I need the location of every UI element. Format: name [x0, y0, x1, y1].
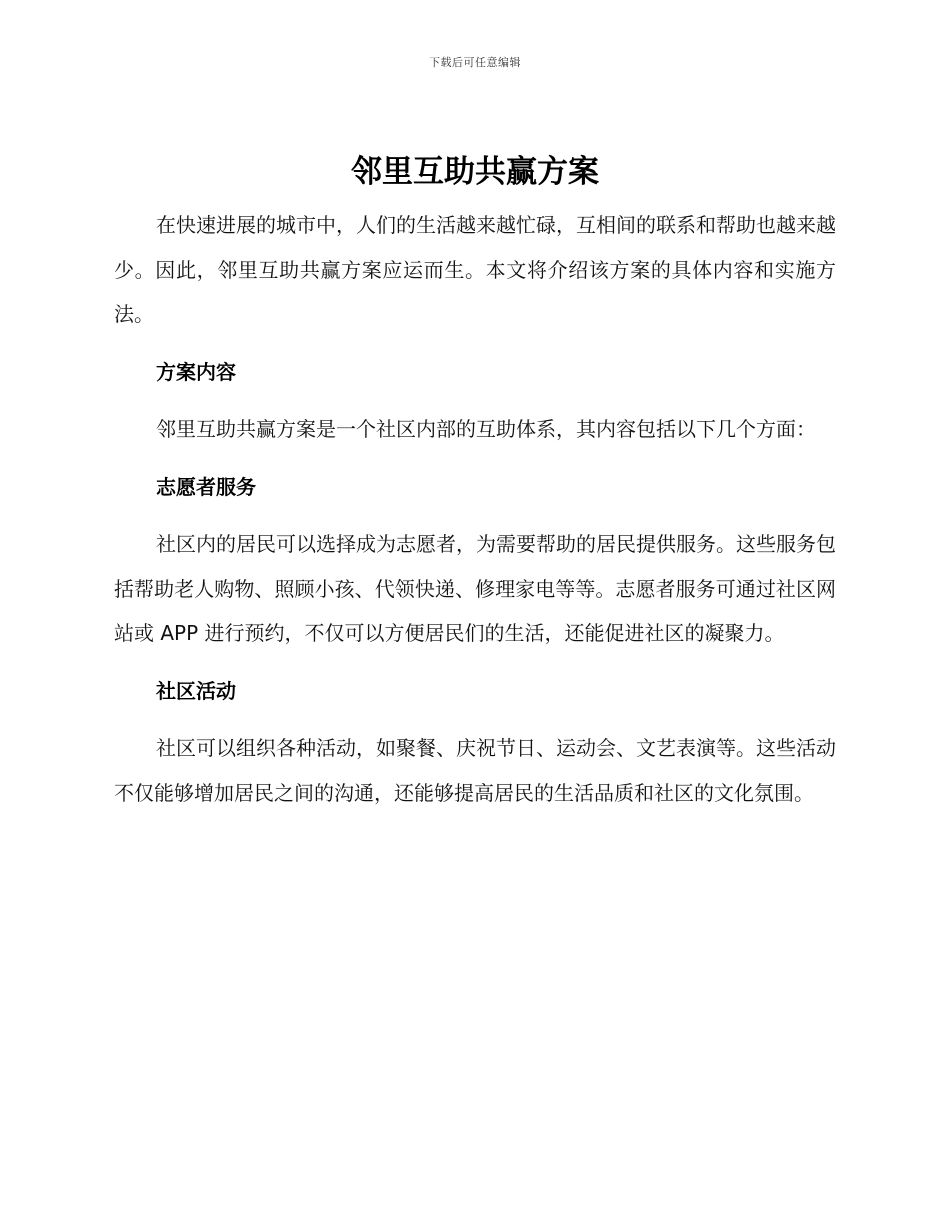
section-heading-community-activities: 社区活动 [156, 678, 236, 703]
spacer [114, 394, 836, 407]
section-paragraph-community-activities: 社区可以组织各种活动，如聚餐、庆祝节日、运动会、文艺表演等。这些活动不仅能够增加居民之间的沟通，还能够提高居民的生活品质和社区的文化氛围。 [114, 736, 836, 805]
spacer [114, 713, 836, 726]
section-paragraph-plan-content: 邻里互助共赢方案是一个社区内部的互助体系，其内容包括以下几个方面： [156, 417, 816, 441]
section-paragraph-volunteer-service: 社区内的居民可以选择成为志愿者，为需要帮助的居民提供服务。这些服务包括帮助老人购物、照顾小孩、代领快递、修理家电等等。志愿者服务可通过社区网站或 APP 进行预约，不仅可以方便居民们的生活，还能促进社区的凝聚力。 [114, 532, 836, 645]
section-heading-volunteer-service: 志愿者服务 [156, 474, 256, 499]
section-heading-plan-content: 方案内容 [156, 359, 236, 384]
document-title: 邻里互助共赢方案 [351, 154, 599, 190]
spacer [114, 509, 836, 522]
page-header-note: 下载后可任意编辑 [429, 56, 521, 69]
spacer [114, 337, 836, 350]
spacer [114, 656, 836, 669]
spacer [114, 452, 836, 465]
intro-paragraph: 在快速进展的城市中，人们的生活越来越忙碌，互相间的联系和帮助也越来越少。因此，邻里互助共赢方案应运而生。本文将介绍该方案的具体内容和实施方法。 [114, 213, 836, 326]
document-body [114, 203, 836, 815]
